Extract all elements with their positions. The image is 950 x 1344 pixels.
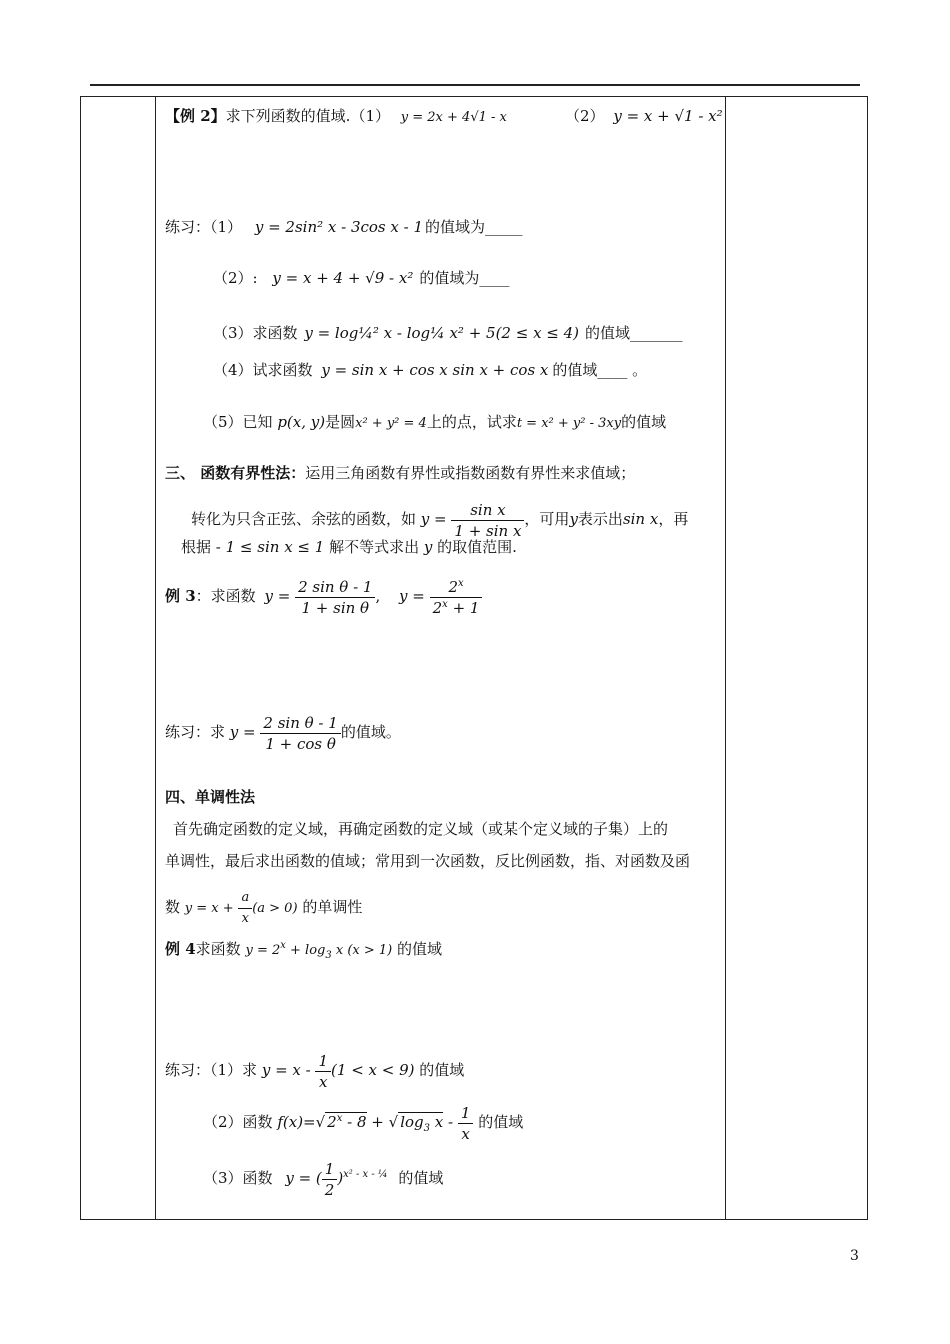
lesson-table [80,96,868,1220]
fraction-one-half: $\frac{1}{2}$ [322,1159,338,1200]
column-divider-left [155,97,156,1219]
practice-1-item-5: （5）已知 p(x, y)是圆x² + y² = 4上的点，试求t = x² + y² - 3xy的值域 [203,413,667,431]
fraction-ex3-1: $\frac{\text{2 sin θ - 1}}{\text{1 + sin θ}}$ [295,577,375,618]
example-2: 【例 2】求下列函数的值域.（1） y = 2x + 4√1 - x [165,107,507,125]
fraction-one-over-x: $\frac{1}{x}$ [315,1051,331,1092]
fraction-ex3-2: $\frac{2^x}{2^x + 1}$ [430,577,483,618]
practice-1-item-4: （4）试求函数 y = sin x + cos x sin x + cos x 的值域____ 。 [213,361,648,379]
column-divider-right [725,97,726,1219]
practice-3: 练习：求 y = $\frac{\text{2 sin θ - 1}}{\text{1 + cos θ}}$ 的值域。 [165,713,401,753]
page-number: 3 [850,1248,859,1264]
example-2-part-2: （2） y = x + √1 - x² [565,107,723,125]
section-4-line-1: 首先确定函数的定义域，再确定函数的定义域（或某个定义域的子集）上的 [173,820,669,838]
formula-ex2-1: y = 2x + 4√1 - x [400,110,507,125]
practice-4-item-3: （3）函数 y = ( $\frac{1}{2}$ )$^{x^2 - x - \frac{1}{4}}$ 的值域 [203,1159,444,1199]
formula-ex2-2: y = x + √1 - x² [613,107,723,125]
practice-4-item-2: （2）函数 f(x)=√ 2$^x$ - 8 + √ $\log_3 x$ - $\frac{1}{x}$ 的值域 [203,1103,524,1143]
section-3-line-1: 转化为只含正弦、余弦的函数，如 y = $\frac{\text{sin x}}{\text{1 + sin x}}$ ，可用y表示出sin x，再 [191,500,689,540]
practice-1-item-3: （3）求函数 y = log¼² x - log¼ x² + 5(2 ≤ x ≤ 4) 的值域_______ [213,324,683,342]
section-3-line-2: 根据 - 1 ≤ sin x ≤ 1 解不等式求出 y 的取值范围. [181,538,517,556]
fraction-practice-3: $\frac{\text{2 sin θ - 1}}{\text{1 + cos θ}}$ [260,713,340,754]
section-3-heading: 三、 函数有界性法：运用三角函数有界性或指数函数有界性来求值域； [165,464,636,482]
example-3: 例 3：求函数 y = $\frac{\text{2 sin θ - 1}}{\text{1 + sin θ}}$ , y = $\frac{2^x}{2^x + 1}$ [165,573,482,619]
practice-4-item-1: 练习：（1）求 y = x - $\frac{1}{x}$ (1 < x < 9) 的值域 [165,1051,465,1091]
fraction-practice-4-2: $\frac{1}{x}$ [458,1103,474,1144]
header-rule [90,84,860,86]
practice-1-item-1: 练习：（1） y = 2sin² x - 3cos x - 1 的值域为_____ [165,218,523,236]
practice-1-item-2: （2）: y = x + 4 + √9 - x² 的值域为____ [213,269,510,287]
example-4: 例 4求函数 $y = 2^x + \log_3 x$ (x > 1) 的值域 [165,940,443,961]
section-4-line-2: 单调性，最后求出函数的值域；常用到一次函数，反比例函数，指、对函数及函 [165,852,691,870]
section-4-line-3: 数 y = x + $\frac{a}{x}$ (a > 0) 的单调性 [165,887,362,929]
section-4-heading: 四、单调性法 [165,788,256,806]
fraction-a-over-x: $\frac{a}{x}$ [238,888,252,929]
content-cell [157,97,725,1219]
fraction-sinx: $\frac{\text{sin x}}{\text{1 + sin x}}$ [451,500,524,541]
